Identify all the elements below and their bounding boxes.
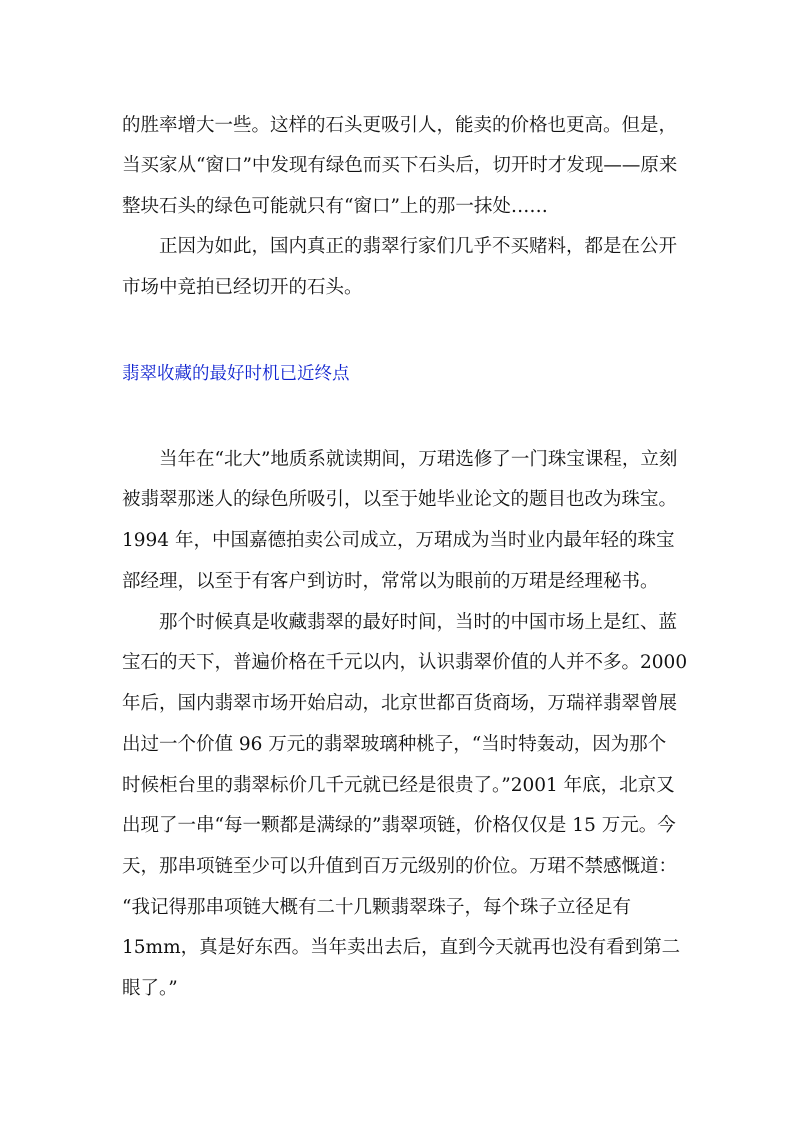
paragraph-line: “我记得那串项链大概有二十几颗翡翠珠子，每个珠子立径足有 (122, 897, 631, 918)
paragraph-line: 1994 年，中国嘉德拍卖公司成立，万珺成为当时业内最年轻的珠宝 (122, 530, 675, 551)
paragraph-line: 出现了一串“每一颗都是满绿的”翡翠项链，价格仅仅是 15 万元。今 (122, 815, 676, 836)
paragraph-line: 当年在“北大”地质系就读期间，万珺选修了一门珠宝课程，立刻 (159, 449, 678, 470)
paragraph-line: 部经理，以至于有客户到访时，常常以为眼前的万珺是经理秘书。 (122, 571, 659, 592)
paragraph-line: 宝石的天下，普遍价格在千元以内，认识翡翠价值的人并不多。2000 (122, 652, 688, 673)
paragraph-line: 眼了。” (122, 978, 178, 999)
paragraph-line: 15mm，真是好东西。当年卖出去后，直到今天就再也没有看到第二 (122, 937, 681, 958)
paragraph-line: 天，那串项链至少可以升值到百万元级别的价位。万珺不禁感慨道： (122, 856, 678, 877)
paragraph-line: 被翡翠那迷人的绿色所吸引，以至于她毕业论文的题目也改为珠宝。 (122, 489, 678, 510)
section-heading: 翡翠收藏的最好时机已近终点 (122, 364, 350, 384)
paragraph-line: 正因为如此，国内真正的翡翠行家们几乎不买赌料，都是在公开 (159, 236, 678, 257)
paragraph-line: 市场中竞拍已经切开的石头。 (122, 277, 363, 298)
paragraph-line: 时候柜台里的翡翠标价几千元就已经是很贵了。”2001 年底，北京又 (122, 775, 675, 796)
paragraph-line: 整块石头的绿色可能就只有“窗口”上的那一抹处…… (122, 196, 548, 217)
paragraph-line: 年后，国内翡翠市场开始启动，北京世都百货商场，万瑞祥翡翠曾展 (122, 693, 678, 714)
paragraph-line: 出过一个价值 96 万元的翡翠玻璃种桃子，“当时特轰动，因为那个 (122, 734, 667, 755)
paragraph-line: 当买家从“窗口”中发现有绿色而买下石头后，切开时才发现——原来 (122, 155, 678, 176)
paragraph-line: 的胜率增大一些。这样的石头更吸引人，能卖的价格也更高。但是， (122, 115, 678, 136)
paragraph-line: 那个时候真是收藏翡翠的最好时间，当时的中国市场上是红、蓝 (159, 612, 678, 633)
